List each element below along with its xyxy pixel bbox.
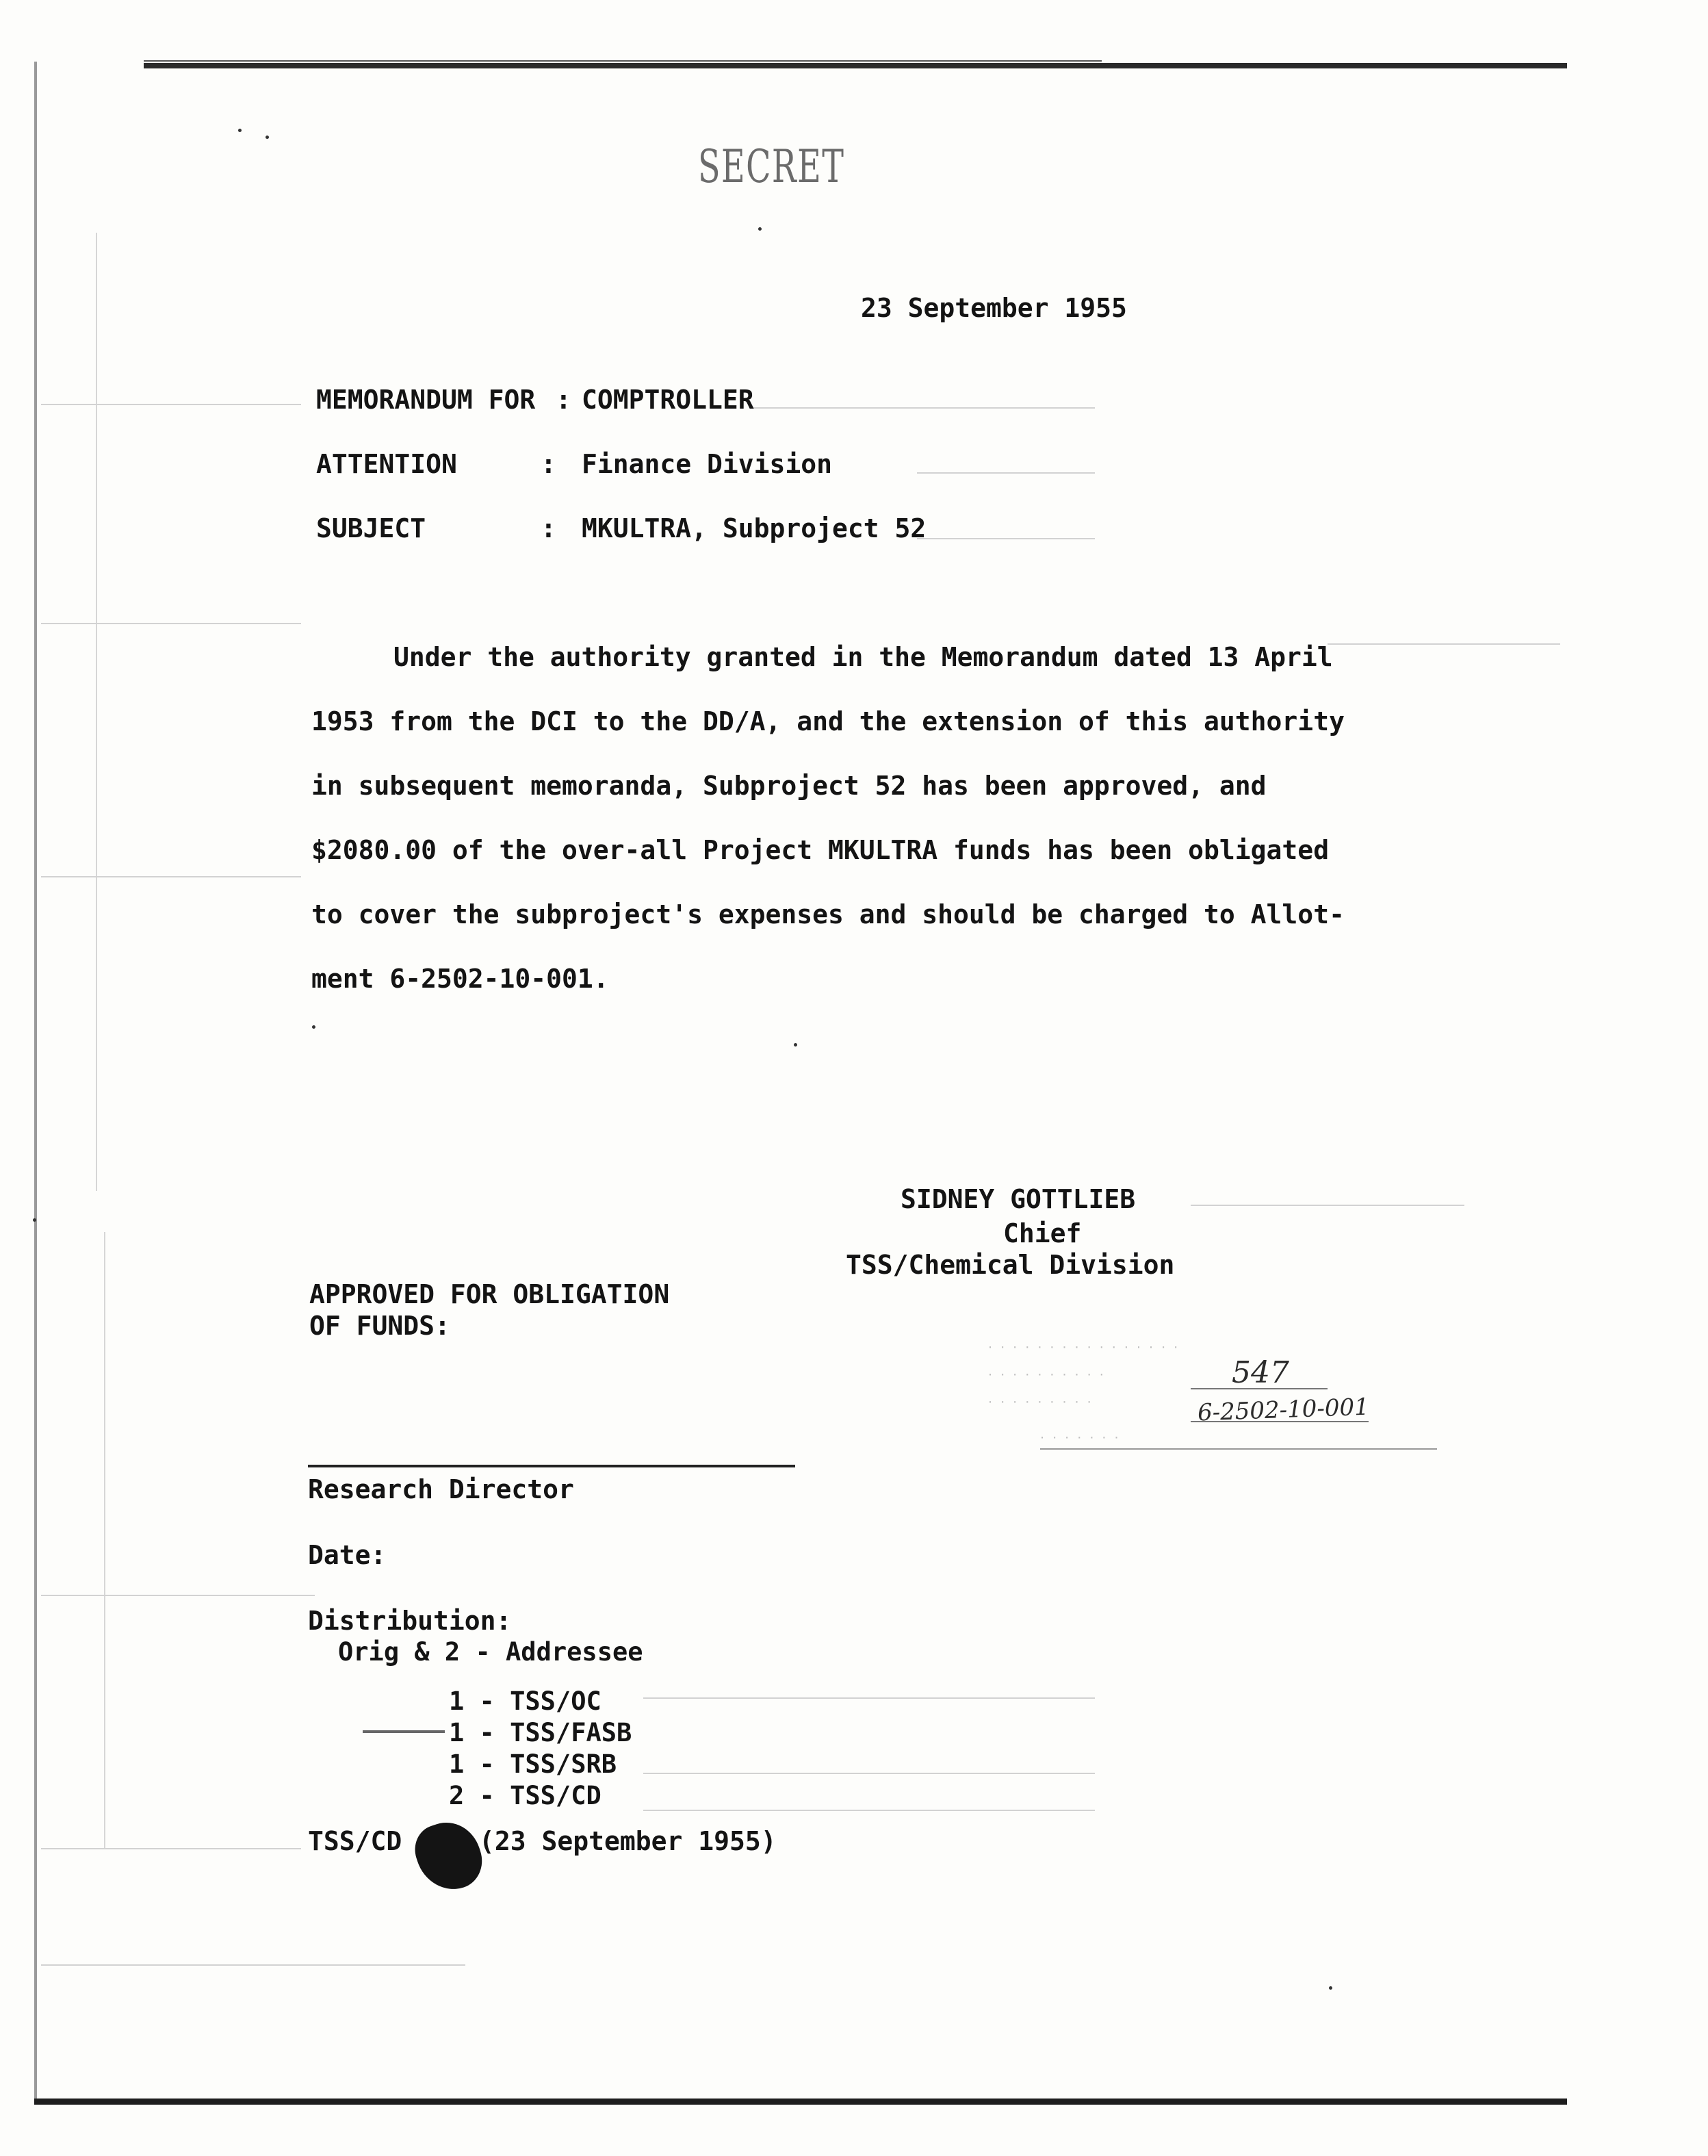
header-colon: : (556, 385, 571, 415)
scan-ghost-line (41, 623, 301, 624)
approval-line-1: APPROVED FOR OBLIGATION (309, 1279, 670, 1309)
body-line: 1953 from the DCI to the DD/A, and the extension of this authority (311, 706, 1345, 736)
scan-top-edge (144, 63, 1567, 68)
stamp-handwritten-allotment: 6-2502-10-001 (1197, 1393, 1370, 1427)
footer-date: (23 September 1955) (479, 1826, 777, 1856)
redaction-mark (409, 1814, 489, 1899)
scan-speck (266, 136, 269, 139)
scan-ghost-line (41, 1964, 465, 1966)
subject-label: SUBJECT (316, 513, 426, 543)
scan-speck (238, 129, 242, 132)
scan-ghost-line (96, 233, 97, 1191)
stamp-handwritten-number: 547 (1232, 1355, 1289, 1390)
scan-ghost-line (643, 1773, 1095, 1774)
scan-ghost-line (643, 1810, 1095, 1811)
scan-ghost-line (643, 1697, 1095, 1699)
scan-ghost-line (41, 1595, 315, 1596)
signature-title: Chief (1003, 1218, 1082, 1248)
distribution-mark (363, 1730, 445, 1733)
signature-name: SIDNEY GOTTLIEB (901, 1184, 1136, 1214)
scan-speck (33, 1218, 36, 1222)
header-colon: : (541, 513, 556, 543)
scan-ghost-line (41, 876, 301, 877)
scan-speck (794, 1043, 797, 1047)
scan-speck (1329, 1986, 1332, 1990)
stamp-faint-line: · · · · · · · (1040, 1430, 1121, 1446)
scan-top-edge-thin (144, 60, 1102, 62)
distribution-item: 2 - TSS/CD (449, 1781, 601, 1810)
stamp-faint-line: · · · · · · · · · · (988, 1368, 1106, 1383)
stamp-faint-line: · · · · · · · · · (988, 1395, 1094, 1410)
subject-value: MKULTRA, Subproject 52 (582, 513, 927, 543)
signature-line (308, 1465, 795, 1467)
research-director-label: Research Director (308, 1474, 574, 1504)
stamp-faint-line: · · · · · · · · · · · · · · · · (988, 1340, 1180, 1355)
distribution-item: 1 - TSS/SRB (449, 1749, 617, 1779)
scan-ghost-line (104, 1232, 105, 1848)
scan-ghost-line (41, 1848, 301, 1849)
body-line: to cover the subproject's expenses and should be charged to Allot- (311, 899, 1345, 929)
scan-ghost-line (753, 407, 1095, 409)
stamp-entry-line (1040, 1448, 1437, 1450)
body-line: Under the authority granted in the Memorandum dated 13 April (393, 642, 1333, 672)
scan-ghost-line (41, 404, 301, 405)
body-line: in subsequent memoranda, Subproject 52 has been approved, and (311, 771, 1267, 801)
classification-stamp: SECRET (698, 140, 845, 193)
scan-ghost-line (917, 472, 1095, 474)
scan-ghost-line (1328, 643, 1560, 645)
memorandum-for-value: COMPTROLLER (582, 385, 754, 415)
scan-left-edge (34, 62, 37, 2101)
obligation-stamp (985, 1328, 1437, 1478)
header-colon: : (541, 449, 556, 479)
footer-office: TSS/CD (308, 1826, 402, 1856)
attention-value: Finance Division (582, 449, 833, 479)
approval-block (309, 1279, 669, 1342)
signature-division: TSS/Chemical Division (846, 1250, 1175, 1280)
approval-line-2: OF FUNDS: (309, 1311, 450, 1341)
distribution-title: Distribution: (308, 1606, 512, 1636)
distribution-item: 1 - TSS/OC (449, 1686, 601, 1716)
memo-date: 23 September 1955 (861, 293, 1127, 323)
scan-bottom-edge (34, 2099, 1567, 2105)
scan-ghost-line (1191, 1205, 1464, 1206)
scan-ghost-line (917, 538, 1095, 539)
scan-speck (312, 1025, 315, 1029)
attention-label: ATTENTION (316, 449, 457, 479)
body-line: $2080.00 of the over-all Project MKULTRA funds has been obligated (311, 835, 1330, 865)
body-line: ment 6-2502-10-001. (311, 964, 609, 994)
scan-speck (758, 227, 762, 231)
approval-date-label: Date: (308, 1540, 387, 1570)
memorandum-for-label: MEMORANDUM FOR (316, 385, 536, 415)
distribution-item: Orig & 2 - Addressee (338, 1637, 643, 1667)
distribution-item: 1 - TSS/FASB (449, 1718, 632, 1747)
